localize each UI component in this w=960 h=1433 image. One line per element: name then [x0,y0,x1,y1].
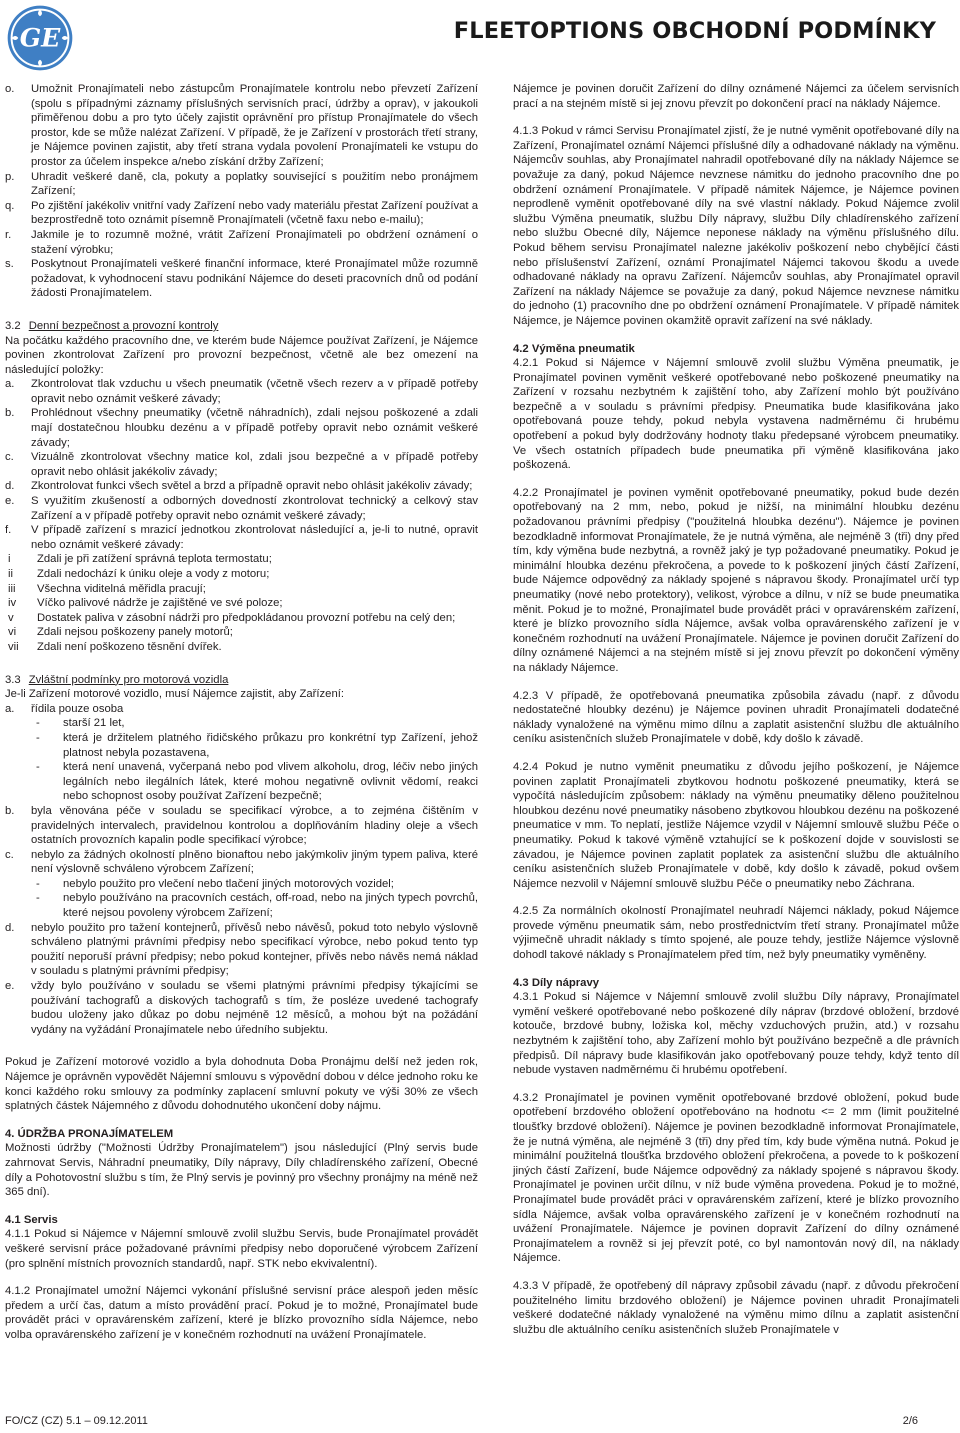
section-heading: Zvláštní podmínky pro motorová vozidla [28,673,229,686]
paragraph-4-3-3: 4.3.3 V případě, že opotřebený díl nápravy způsobil závadu (např. z důvodu překročení použitelného limitu brzdového obložení) je Nájemce povinen uhradit Pronajímateli veškeré dodatečné náklady vynaložené na výměnu mimo dílnu a zaplatit asistenční službu dle aktuálního ceníku asistenčních služeb Pronajímatele v [513,1279,959,1336]
item-marker: a. [5,702,15,715]
list-item-c [5,848,478,877]
dash-text: nebylo používáno na pracovních cestách, off-road, nebo na jiných typech povrchů, které nejsou povoleny výrobcem Zařízení; [63,892,478,920]
roman-item [5,567,478,582]
item-marker: b. [5,407,15,420]
dash-item [5,877,478,892]
list-item-e [5,494,478,523]
list-item-b [5,406,478,450]
roman-item [5,640,478,655]
dash-item [5,731,478,760]
list-item-o [5,82,478,170]
roman-marker: ii [8,568,14,580]
ge-logo [7,5,73,71]
paragraph-4-1-3: 4.1.3 Pokud v rámci Servisu Pronajímatel zjistí, že je nutné vyměnit opotřebované díly na Zařízení, Pronajímatel oznámí Nájemci příslušné díly a odhadované náklady na výměnu. Nájemcův souhlas, aby Pronajímatel nahradil opotřebované díly na náklady Nájemce se považuje za daný, pokud Nájemce nevznese námitku do jednoho pracovního dne po obdržení oznámení Pronajímatele. V případě námitek Nájemce, je Nájemce povinen neprodleně vyměnit opotřebované díly na své vlastní náklady. Pokud Nájemce zvolil službu Výměna pneumatik, službu Díly nápravy, službu Díly chladírenského zařízení nebo službu Obecné díly, Nájemce neponese náklady na výměnu příslušného dílu. Pokud během servisu Pronajímatel nalezne jakékoliv poškození nebo chybějící části nebo příslušenství Zařízení, oznámí Pronajímatel Nájemci takovou škodu a uvede odhadované náklady na opravu Zařízení. Nájemcův souhlas, aby Pronajímatel opravil Zařízení na náklady Nájemce se považuje za daný, pokud Nájemce nevznese námitku do jednoho (1) pracovního dne po obdržení oznámení Pronajímatele. V případě námitek Nájemce, je Nájemce povinen okamžitě opravit zařízení na své náklady. [513,125,959,327]
section-4-intro: Možnosti údržby ("Možnosti Údržby Pronajímatelem") jsou následující (Plný servis bude zahrnovat Servis, Náhradní pneumatiky, Díly nápravy, Díly chladírenského zařízení, Obecné díly a Pohotovostní službu s tím, že Plný servis je povinný pro všechny pronájmy na méně než 365 dní). [5,1142,478,1199]
roman-marker: v [8,611,14,624]
dash-text: která je držitelem platného řidičského průkazu pro konkrétní typ Zařízení, jehož platnost nebyla pozastavena, [63,731,478,759]
roman-item [5,582,478,597]
paragraph-4-1-2-continued: Nájemce je povinen doručit Zařízení do dílny oznámené Nájemci za účelem servisních prací a na stejném místě si jej znovu převzít po dokončení prací na náklady Nájemce. [513,83,959,110]
item-marker: s. [5,258,14,271]
item-text: nebylo za žádných okolností plněno bionaftou nebo jakýmkoliv jiným typem paliva, které není výslovně schváleno výrobcem Zařízení; [31,848,478,876]
list-item-a [5,702,478,717]
item-text: řídila pouze osoba [31,702,124,715]
section-3-2-heading [5,319,478,334]
paragraph-4-2-2: 4.2.2 Pronajímatel je povinen vyměnit opotřebované pneumatiky, pokud bude dezén opotřebovaný na 2 mm, nebo, pokud je nižší, na minimální hloubku dezénu požadovanou právními předpisy ("použitelná hloubka dezénu"). Nájemce je povinen bezodkladně informovat Pronajímatele, že je nutná výměna, ale nejméně 3 (tři) dny před tím, kdy výměna bude nezbytná, a rovněž jaký je typ požadované pneumatiky. Pokud je minimální hloubka dezénu překročena, a povede to k poškození jiných částí Zařízení, bude Nájemce odpovědný za náklady spojené s nápravou škody. Pronajímatel určí typ pneumatiky (nové nebo protektory), velikost, výrobce a dílnu, v níž se bude pneumatika měnit. Pokud je to možné, Pronajímatel bude provádět práci v opravárenském zařízení, které je blízko provozního sídla Nájemce, avšak volba opravárenského zařízení je v konečném rozhodnutí na uvážení Pronajímatele. Nájemce je povinen doručit Zařízení do dílny oznámené Nájemci a na stejném místě si jej znovu převzít po dokončení výměny na náklady Nájemce. [513,486,959,674]
section-4-3-heading: 4.3 Díly nápravy [513,976,600,989]
list-item-e [5,979,478,1037]
dash-marker: - [36,731,40,744]
footer-page-number: 2/6 [902,1415,918,1427]
dash-text: nebylo použito pro vlečení nebo tlačení jiných motorových vozidel; [63,877,394,890]
list-item-d [5,921,478,979]
dash-marker: - [36,717,40,730]
list-item-a [5,377,478,406]
roman-marker: iii [8,582,16,595]
item-marker: a. [5,378,15,391]
section-heading: Denní bezpečnost a provozní kontroly [28,319,219,332]
section-4-2-heading: 4.2 Výměna pneumatik [513,342,635,355]
paragraph-4-1-1: 4.1.1 Pokud si Nájemce v Nájemní smlouvě zvolil službu Servis, bude Pronajímatel provádět veškeré servisní práce požadované právními předpisy nebo doporučené výrobcem Zařízení (pro splnění místních provozních standardů, např. STK nebo ekvivalentní). [5,1228,478,1270]
roman-marker: vii [8,640,19,653]
roman-item [5,611,478,626]
section-3-3-heading [5,673,478,688]
dash-item [5,716,478,731]
paragraph-4-3-2: 4.3.2 Pronajímatel je povinen vyměnit opotřebované brzdové obložení, pokud bude opotřebení brzdového obložení opotřebováno na hodnotu <= 2 mm (limit použitelné tloušťky brzdové obložení). Nájemce je povinen bezodkladně informovat Pronajímatele, že je nutná výměna, ale nejméně 3 (tři) dny před tím, kdy bude výměna nutná. Pokud je minimální použitelná tloušťka brzdového obložení překročena, a povede to k poškození jiných částí Zařízení, bude Nájemce odpovědný za náklady spojené s nápravou škody. Pronajímatel je povinen určit dílnu, v níž bude výměna provedena. Pokud je to možné, Pronajímatel bude provádět práci v opravárenském zařízení, které je blízko provozního sídla Nájemce, avšak volba opravárenského zařízení je v konečném rozhodnutí na uvážení Pronajímatele. Nájemce je povinen dopravit Zařízení do dílny oznámené Pronajímatelem a rovněž si jej převzít poté, co byl namontován nový díl, na náklady Nájemce. [513,1091,959,1265]
item-marker: c. [5,848,14,861]
item-text: vždy bylo používáno v souladu se všemi platnými právními předpisy týkajícími se používání tachografů a diskových tachografů s tím, že posléze uvedené tachografy budou uloženy jako důkaz po dobu nejméně 12 měsíců, a mohou být na požádání vydány na vyžádání Pronajímatele nebo úředního subjektu. [31,980,478,1036]
section-3-3-closing: Pokud je Zařízení motorové vozidlo a byla dohodnuta Doba Pronájmu delší než jeden rok, Nájemce je oprávněn vypovědět Nájemní smlouvu s výpovědní dobou v délce jednoho roku ke konci každého roku smlouvy za podmínky zaplacení smluvní pokuty ve výši 30% ze všech splatných částek Nájemného z důvodu dohodnutého ukončení doby nájmu. [5,1056,478,1113]
paragraph-4-3-1: 4.3.1 Pokud si Nájemce v Nájemní smlouvě zvolil službu Díly nápravy, Pronajímatel vymění veškeré opotřebované nebo poškozené díly náprav (brzdové obložení, brzdové kotouče, brzdové bubny, ložiska kol, měchy vzduchových pružin, atd.) v rozsahu nezbytném k zajištění toho, aby Zařízení mohlo být používáno bezpečně a dle právních předpisů. Díl nápravy bude klasifikován jako opotřebovaný pouze tehdy, když tento díl nebude vystaven nadměrnému či hrubému opotřebení. [513,991,959,1077]
roman-marker: iv [8,597,17,610]
dash-marker: - [36,761,40,774]
roman-marker: vi [8,626,17,639]
item-text: Vizuálně zkontrolovat všechny matice kol, zdali jsou bezpečné a v případě potřeby opravit nebo ohlásit jakékoliv závady; [31,451,478,478]
list-item-d [5,479,478,494]
roman-text: Dostatek paliva v zásobní nádrži pro předpokládanou provozní potřebu na celý den; [37,611,456,624]
dash-text: starší 21 let, [63,717,125,730]
paragraph-4-1-2: 4.1.2 Pronajímatel umožní Nájemci vykonání příslušné servisní práce alespoň jeden měsíc předem a určí čas, datum a místo provádění prací. Pokud je to možné, Pronajímatel bude provádět práci v opravárenském zařízení, které je blízko provozního sídla Nájemce, nebo volba opravárenského zařízení je v konečném rozhodnutí na uvážení Pronajímatele. [5,1285,478,1341]
item-marker: d. [5,921,15,934]
dash-marker: - [36,892,40,905]
item-text: Uhradit veškeré daně, cla, pokuty a poplatky související s použitím nebo pronájmem Zařízení; [31,170,478,198]
paragraph-4-2-4: 4.2.4 Pokud je nutno vyměnit pneumatiku z důvodu jejího poškození, je Nájemce povinen zaplatit Pronajímateli zbytkovou hodnotu poškozené pneumatiky, která se vypočítá následujícím způsobem: náklady na výměnu pneumatiky děleno použitelnou hloubkou dezénu nové pneumatiky násobeno zbytkovou hloubkou dezénu na poškozené pneumatice v mm. To neplatí, jestliže Nájemce vzydil v Nájemní smlouvě službu Péče o pneumatiky. Pokud k takové výměně vztahující se k poškození dojde v souvislosti se závadou, je Nájemce povinen zaplatit poplatek za asistenční službu dle aktuálního ceníku asistenčních služeb Pronajímatele v době, kdy došlo k závadě, pokud ovšem Nájemce nezvolil v Nájemní smlouvě službu Péče o pneumatiky nebo Záchrana. [513,760,959,890]
list-item-s [5,257,478,301]
list-item-b [5,804,478,848]
list-item-p [5,170,478,199]
item-text: S využitím zkušeností a odborných dovedností zkontrolovat technický a celkový stav Zařízení a v případě potřeby opravit nebo oznámit veškeré závady; [31,495,478,522]
paragraph-4-2-1: 4.2.1 Pokud si Nájemce v Nájemní smlouvě zvolil službu Výměna pneumatik, je Pronajímatel povinen vyměnit veškeré opotřebované nebo poškozené pneumatiky na Zařízení v rozsahu nezbytném k zajištění toho, aby Zařízení mohlo být používáno bezpečně a v souladu s právními předpisy. Pneumatika bude klasifikována jako opotřebovaná pouze tehdy, pokud nebyla vystavena nadměrnému či hrubému opotřebení a pokud byly dodržovány hodnoty tlaku předepsané výrobcem pneumatiky. Ve všech ostatních případech bude pneumatika při výměně klasifikována jako poškozená. [513,357,959,472]
item-text: Po zjištění jakékoliv vnitřní vady Zařízení nebo vady materiálu přestat Zařízení používat a bezprostředně toto oznámit písemně Pronajímateli (včetně faxu nebo e-mailu); [31,199,478,227]
left-column [5,82,478,1343]
section-3-2-intro: Na počátku každého pracovního dne, ve kterém bude Nájemce používat Zařízení, je Nájemce povinen zkontrolovat Zařízení pro provozní bezpečnost, včetně ale bez omezení na následující položky: [5,334,478,376]
page-header [0,0,960,76]
item-text: byla věnována péče v souladu se specifikací výrobce, a to zejména čištěním v pravidelných intervalech, pravidelnou kontrolou a doplňováním hladiny oleje a všech ostatních provozních kapalin podle specifikací výrobce; [31,804,478,847]
item-marker: f. [5,524,12,537]
item-marker: b. [5,804,15,817]
list-item-q [5,199,478,228]
roman-text: Zdali je při zatížení správná teplota termostatu; [37,553,272,566]
item-text: Jakmile je to rozumně možné, vrátit Zařízení Pronajímateli po obdržení oznámení o stažení výrobku; [31,228,478,256]
section-4-1-heading: 4.1 Servis [5,1213,58,1226]
paragraph-4-2-5: 4.2.5 Za normálních okolností Pronajímatel neuhradí Nájemci náklady, pokud Nájemce provede výměnu pneumatik sám, nebo prostřednictvím třetí strany. Pronajímatel může výjimečně uhradit náklady s tímto spojené, ale pouze tehdy, jestliže Nájemce výslovně dohodl takové náklady s Pronajímatelem před tím, než byly pneumatiky vyměněny. [513,905,959,962]
dash-text: která není unavená, vyčerpaná nebo pod vlivem alkoholu, drog, léčiv nebo jiných legálních nebo ilegálních látek, které mohou negativně ovlivnit vědomí, reakci nebo schopnost osoby používat Zařízení bezpečně; [63,761,478,803]
list-item-f [5,523,478,552]
roman-text: Víčko palivové nádrže je zajištěné ve své poloze; [37,597,283,610]
dash-item [5,891,478,920]
item-text: Zkontrolovat funkci všech světel a brzd a případně opravit nebo ohlásit jakékoliv závady; [31,480,473,493]
roman-item [5,596,478,611]
item-text: V případě zařízení s mrazicí jednotkou zkontrolovat následující a, je-li to nutné, opravit nebo oznámit veškeré závady: [31,524,478,551]
footer-document-code: FO/CZ (CZ) 5.1 – 09.12.2011 [5,1415,148,1427]
svg-text:GE: GE [19,22,61,53]
list-item-c [5,450,478,479]
item-marker: e. [5,980,15,993]
item-marker: q. [5,199,15,212]
section-3-3-intro: Je-li Zařízení motorové vozidlo, musí Nájemce zajistit, aby Zařízení: [5,688,345,701]
item-text: Umožnit Pronajímateli nebo zástupcům Pronajímatele kontrolu nebo převzetí Zařízení (spolu s případnými záznamy příslušných servisních prací, údržby a oprav), v jakoukoli přiměřenou dobu a pro tyto účely zajistit oprávnění pro přístup Pronajímatele do všech prostor, kde se může nalézat Zařízení. V případě, že je Zařízení v prostorách třetí strany, je Nájemce povinen zajistit, aby třetí strana vydala povolení Pronajímateli ke vstupu do prostor za účelem inspekce a/nebo získání držby Zařízení; [31,83,478,168]
paragraph-4-2-3: 4.2.3 V případě, že opotřebovaná pneumatika způsobila závadu (např. z důvodu nedostatečné hloubky dezénu) je Nájemce povinen uhradit Pronajímateli dodatečné náklady vynaložené na výměnu mimo dílnu a zaplatit asistenční službu dle aktuálního ceníku asistenčních služeb Pronajímatele v době, kdy došlo k závadě. [513,689,959,746]
item-marker: o. [5,83,15,95]
item-text: Prohlédnout všechny pneumatiky (včetně náhradních), zdali nejsou poškozené a zdali mají dostatečnou hloubku dezénu a v případě potřeby opravit nebo oznámit veškeré závady; [31,407,478,449]
section-number: 3.2 [5,319,21,332]
roman-text: Zdali nejsou poškozeny panely motorů; [37,626,233,639]
roman-text: Zdali není poškozeno těsnění dvířek. [37,640,222,653]
item-marker: d. [5,480,15,493]
list-item-r [5,228,478,257]
roman-item [5,625,478,640]
roman-text: Všechna viditelná měřidla pracují; [37,582,206,595]
item-text: Poskytnout Pronajímateli veškeré finanční informace, které Pronajímatel může rozumně požadovat, k vyhodnocení stavu podnikání Nájemce do deseti pracovních dnů od podání žádosti Pronajímatelem. [31,258,478,300]
dash-marker: - [36,877,40,890]
item-marker: e. [5,495,15,508]
item-text: nebylo použito pro tažení kontejnerů, přívěsů nebo návěsů, pokud toto nebylo výslovně schváleno platnými právními předpisy nebo specifikací výrobce, nebo pokud tento typ použití neporuší právní předpisy; nebo pokud kontejner, přívěs nebo návěs nemá náklad v souladu s platnými právními předpisy; [31,921,478,978]
section-4-heading: 4. ÚDRŽBA PRONAJÍMATELEM [5,1127,174,1140]
item-marker: p. [5,170,15,183]
right-column [513,82,959,1337]
item-marker: c. [5,451,14,464]
item-marker: r. [5,228,12,241]
roman-text: Zdali nedochází k úniku oleje a vody z motoru; [37,568,270,580]
dash-item [5,760,478,804]
section-number: 3.3 [5,673,21,686]
roman-item [5,552,478,567]
item-text: Zkontrolovat tlak vzduchu u všech pneumatik (včetně všech rezerv a v případě potřeby opravit nebo oznámit veškeré závady; [31,378,478,405]
document-title: FLEETOPTIONS OBCHODNÍ PODMÍNKY [453,18,936,44]
roman-marker: i [8,553,11,566]
